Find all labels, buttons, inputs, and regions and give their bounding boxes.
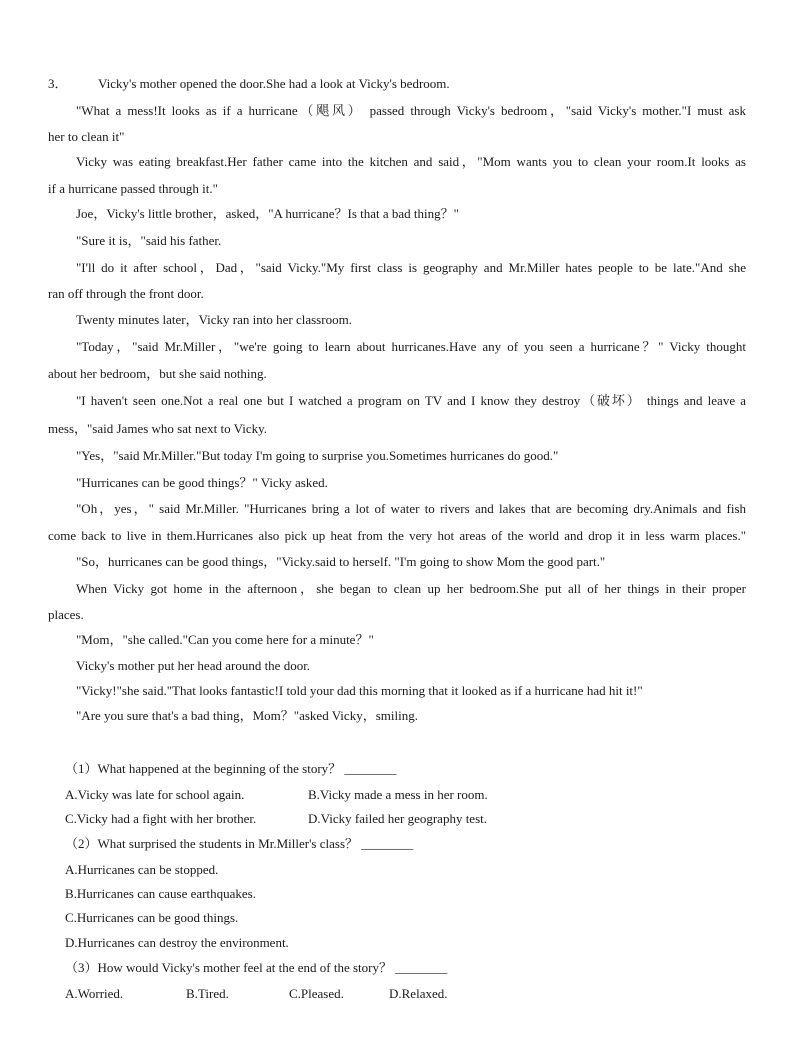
question-number: 3． xyxy=(48,76,68,91)
question-1-stem: （1）What happened at the beginning of the story？ ________ xyxy=(65,761,397,776)
passage-line-5: if a hurricane passed through it." xyxy=(48,181,218,196)
passage-line-13: "I haven't seen one.Not a real one but I watched a program on TV and I know they destroy（破坏） things and leave a xyxy=(76,393,746,408)
question-3-option-c[interactable]: C.Pleased. xyxy=(289,986,344,1001)
passage-line-25: "Are you sure that's a bad thing，Mom？"asked Vicky，smiling. xyxy=(76,708,418,723)
question-1-option-a[interactable]: A.Vicky was late for school again. xyxy=(65,787,245,802)
passage-line-8: "I'll do it after school，Dad，"said Vicky."My first class is geography and Mr.Miller hates people to be late."And she xyxy=(76,260,746,275)
passage-line-7: "Sure it is，"said his father. xyxy=(76,233,222,248)
passage-line-11: "Today，"said Mr.Miller，"we're going to learn about hurricanes.Have any of you seen a hurricane？" Vicky thought xyxy=(76,339,746,354)
question-3-stem: （3）How would Vicky's mother feel at the end of the story？ ________ xyxy=(65,960,448,975)
question-3-option-a[interactable]: A.Worried. xyxy=(65,986,124,1001)
passage-line-9: ran off through the front door. xyxy=(48,286,204,301)
question-3-option-b[interactable]: B.Tired. xyxy=(186,986,229,1001)
passage-line-17: "Oh，yes，" said Mr.Miller. "Hurricanes bring a lot of water to rivers and lakes that are becoming dry.Animals and fish xyxy=(76,501,746,516)
passage-line-21: places. xyxy=(48,607,84,622)
passage-line-23: Vicky's mother put her head around the door. xyxy=(76,658,311,673)
question-2-option-b[interactable]: B.Hurricanes can cause earthquakes. xyxy=(65,886,256,901)
passage-line-12: about her bedroom，but she said nothing. xyxy=(48,366,267,381)
passage-line-18: come back to live in them.Hurricanes also pick up heat from the very hot areas of the world and drop it in less warm places." xyxy=(48,528,746,543)
passage-line-2: "What a mess!It looks as if a hurricane（飓风） passed through Vicky's bedroom，"said Vicky's mother."I must ask xyxy=(76,103,746,118)
passage-text: Vicky's mother opened the door.She had a look at Vicky's bedroom. xyxy=(98,76,450,91)
passage-line-20: When Vicky got home in the afternoon，she began to clean up her bedroom.She put all of her things in their proper xyxy=(76,581,746,596)
passage-line-6: Joe，Vicky's little brother，asked，"A hurricane？Is that a bad thing？" xyxy=(76,206,459,221)
passage-line-1 xyxy=(48,76,450,92)
passage-line-19: "So，hurricanes can be good things，"Vicky.said to herself. "I'm going to show Mom the good part." xyxy=(76,554,606,569)
passage-line-16: "Hurricanes can be good things？" Vicky asked. xyxy=(76,475,328,490)
question-3-option-d[interactable]: D.Relaxed. xyxy=(389,986,448,1001)
passage-line-3: her to clean it" xyxy=(48,129,125,144)
question-1-option-c[interactable]: C.Vicky had a fight with her brother. xyxy=(65,811,257,826)
passage-line-4: Vicky was eating breakfast.Her father came into the kitchen and said，"Mom wants you to clean your room.It looks as xyxy=(76,154,746,169)
question-1-option-d[interactable]: D.Vicky failed her geography test. xyxy=(308,811,487,826)
question-2-option-a[interactable]: A.Hurricanes can be stopped. xyxy=(65,862,219,877)
passage-line-14: mess，"said James who sat next to Vicky. xyxy=(48,421,268,436)
passage-line-10: Twenty minutes later，Vicky ran into her classroom. xyxy=(76,312,352,327)
passage-line-24: "Vicky!"she said."That looks fantastic!I told your dad this morning that it looked as if a hurricane had hit it!" xyxy=(76,683,643,698)
question-2-option-d[interactable]: D.Hurricanes can destroy the environment. xyxy=(65,935,289,950)
question-1-option-b[interactable]: B.Vicky made a mess in her room. xyxy=(308,787,488,802)
question-2-option-c[interactable]: C.Hurricanes can be good things. xyxy=(65,910,239,925)
question-2-stem: （2）What surprised the students in Mr.Miller's class？ ________ xyxy=(65,836,414,851)
passage-line-15: "Yes，"said Mr.Miller."But today I'm going to surprise you.Sometimes hurricanes do good." xyxy=(76,448,559,463)
passage-line-22: "Mom，"she called."Can you come here for a minute？" xyxy=(76,632,374,647)
